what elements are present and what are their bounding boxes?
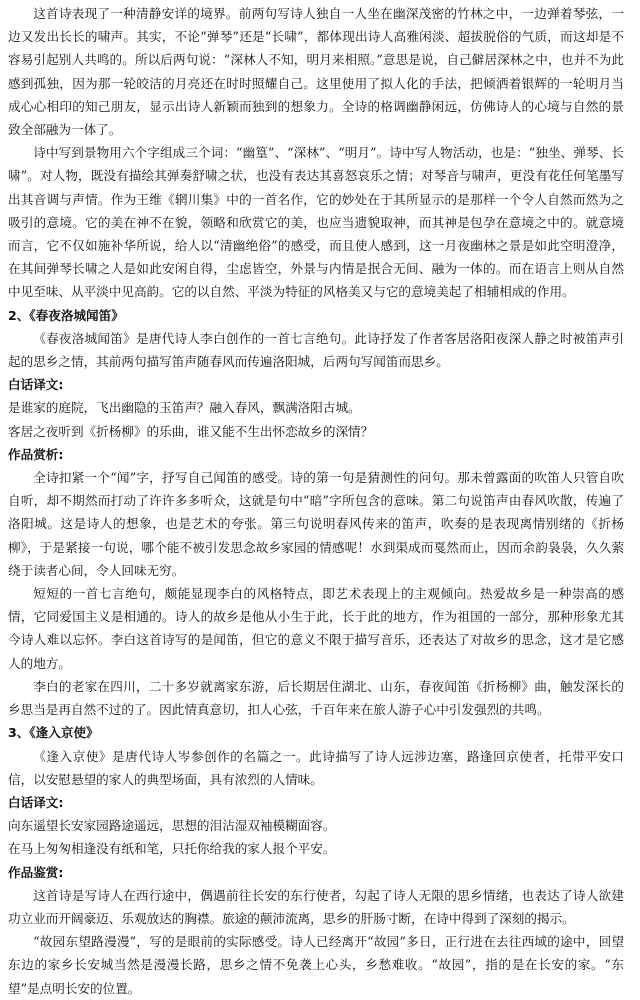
section2-appreciation-label: 作品赏析: bbox=[8, 446, 64, 462]
section3-translation-label: 白话译文: bbox=[8, 794, 64, 810]
section2-translation-line-2: 客居之夜听到《折杨柳》的乐曲，谁又能不生出怀恋故乡的深情？ bbox=[8, 423, 374, 439]
section2-appreciation-2: 短短的一首七言绝句，颇能显现李白的风格特点，即艺术表现上的主观倾向。热爱故乡是一种崇高的感情，它同爱国主义是相通的。诗人的故乡是他从小生于此，长于此的地方，作为祖国的一部分，那种形象尤其今诗人难以忘怀。李白这首诗写的是闻笛，但它的意义不限于描写音乐，还表达了对故乡的思念，这才是它感人的地方。 bbox=[8, 586, 624, 671]
section2-appreciation-1: 全诗扣紧一个“闻”字，抒写自己闻笛的感受。诗的第一句是猜测性的问句。那未曾露面的吹笛人只管自吹自听，却不期然而打动了许许多多听众，这就是句中“暗”字所包含的意味。第二句说笛声由春风吹散，传遍了洛阳城。这是诗人的想象，也是艺术的夸张。第三句说明春风传来的笛声，吹奏的是表现离情别绪的《折杨柳》，于是紧接一句说，哪个能不被引发思念故乡家园的情感呢！水到渠成而戛然而止，因而余韵袅袅，久久萦绕于读者心间，令人回味无穷。 bbox=[8, 470, 624, 578]
section2-translation-label: 白话译文: bbox=[8, 377, 64, 393]
section3-appreciation-1: 这首诗是写诗人在西行途中，偶遇前往长安的东行使者，勾起了诗人无限的思乡情绪，也表达了诗人欲建功立业而开阔豪迈、乐观放达的胸襟。旅途的颠沛流离，思乡的肝肠寸断，在诗中得到了深刻的揭示。 bbox=[8, 887, 624, 926]
section3-appreciation-label: 作品鉴赏: bbox=[8, 864, 64, 880]
section3-translation-line-2: 在马上匆匆相逢没有纸和笔，只托你给我的家人报个平安。 bbox=[8, 841, 336, 857]
paragraph-poem1-analysis-2: 诗中写到景物用六个字组成三个词：“幽篁”、“深林”、“明月”。诗中写人物活动，也是：“独坐、弹琴、长啸”。对人物，既没有描绘其弹奏舒啸之状，也没有表达其喜怒哀乐之情；对琴音与啸声，更没有花任何笔墨写出其音调与声情。作为王维《辋川集》中的一首名作，它的妙处在于其所显示的是那样一个令人自然而然为之吸引的意境。它的美在神不在貌，领略和欣赏它的美，也应当遗貌取神，而其神是包孕在意境之中的。就意境而言，它不仅如施补华所说，给人以“清幽绝俗”的感受，而且使人感到，这一月夜幽林之景是如此空明澄净，在其间弹琴长啸之人是如此安闲自得，尘虑皆空，外景与内情是抿合无间、融为一体的。而在语言上则从自然中见至味、从平淡中见高韵。它的以自然、平淡为特征的风格美又与它的意境美起了相辅相成的作用。 bbox=[8, 145, 624, 300]
paragraph-poem1-analysis-1: 这首诗表现了一种清静安详的境界。前两句写诗人独自一人坐在幽深茂密的竹林之中，一边弹着琴弦，一边又发出长长的啸声。其实，不论“弹琴”还是“长啸”，都体现出诗人高雅闲淡、超拔脱俗的气质，而这却是不容易引起别人共鸣的。所以后两句说：“深林人不知，明月来相照。”意思是说，自己僻居深林之中，也并不为此感到孤独，因为那一轮皎洁的月亮还在时时照耀自己。这里使用了拟人化的手法，把倾洒着银辉的一轮明月当成心心相印的知己朋友，显示出诗人新颖而独到的想象力。全诗的格调幽静闲远，仿佛诗人的心境与自然的景致全部融为一体了。 bbox=[8, 6, 624, 138]
section-heading-2: 2、《春夜洛城闻笛》 bbox=[8, 307, 124, 323]
section3-appreciation-2: “故园东望路漫漫”，写的是眼前的实际感受。诗人已经离开“故园”多日，正行进在去往西域的途中，回望东边的家乡长安城当然是漫漫长路，思乡之情不免袭上心头，乡愁难收。“故园”，指的是在长安的家。“东望”是点明长安的位置。 bbox=[8, 934, 624, 996]
section2-intro: 《春夜洛城闻笛》是唐代诗人李白创作的一首七言绝句。此诗抒发了作者客居洛阳夜深人静之时被笛声引起的思乡之情，其前两句描写笛声随春风而传遍洛阳城，后两句写闻笛而思乡。 bbox=[8, 330, 624, 370]
section-heading-3: 3、《逢入京使》 bbox=[8, 725, 99, 741]
section3-translation-line-1: 向东遥望长安家园路途遥远，思想的泪沾湿双袖模糊面容。 bbox=[8, 818, 336, 834]
section2-translation-line-1: 是谁家的庭院，飞出幽隐的玉笛声？融入春风，飘满洛阳古城。 bbox=[8, 400, 361, 416]
section2-appreciation-3: 李白的老家在四川，二十多岁就离家东游，后长期居住湖北、山东，春夜闻笛《折杨柳》曲，触发深长的乡思当是再自然不过的了。因此情真意切，扣人心弦，千百年来在旅人游子心中引发强烈的共鸣。 bbox=[8, 678, 624, 718]
section3-intro: 《逢入京使》是唐代诗人岑参创作的名篇之一。此诗描写了诗人远涉边塞，路逢回京使者，托带平安口信，以安慰悬望的家人的典型场面，具有浓烈的人情味。 bbox=[8, 748, 624, 787]
